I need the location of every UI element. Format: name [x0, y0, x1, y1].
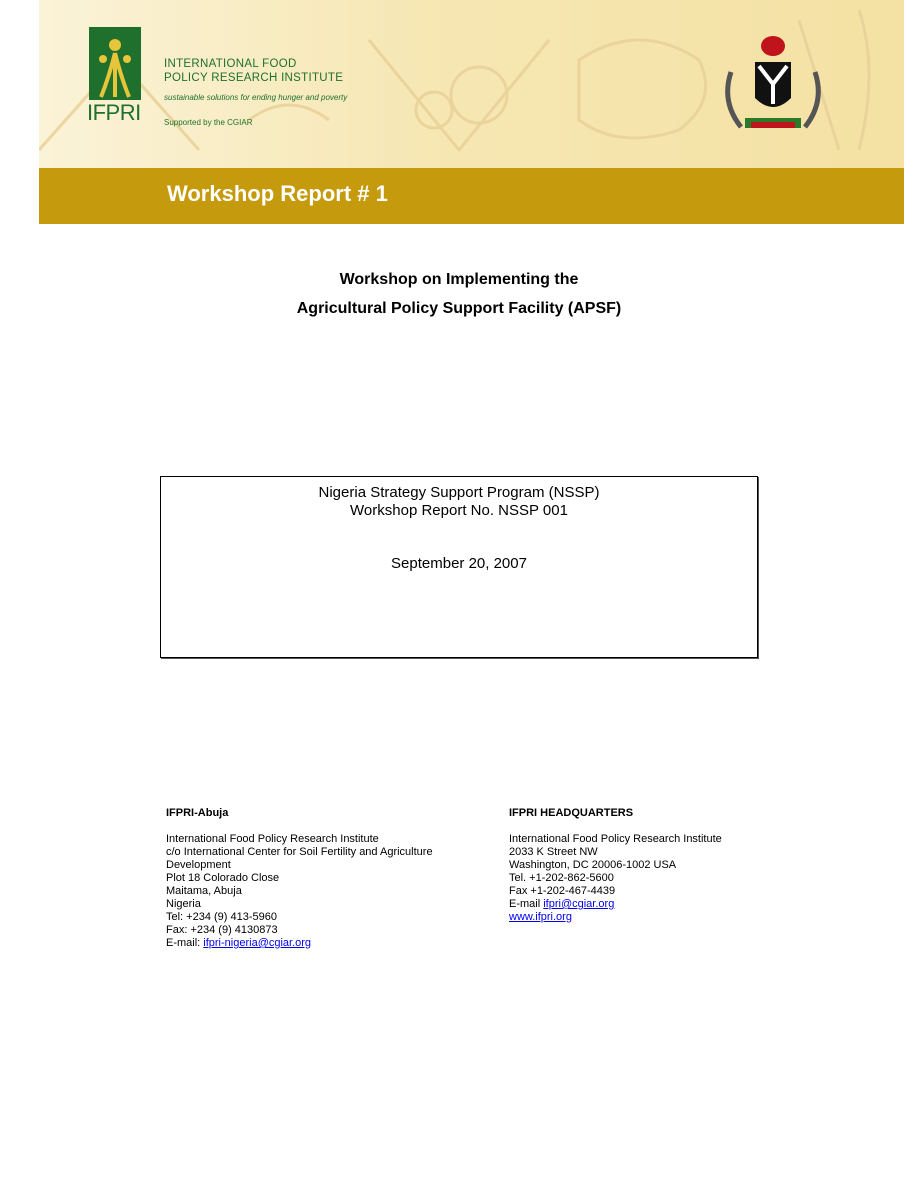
hq-line: Fax +1-202-467-4439	[509, 885, 616, 897]
abuja-line: Development	[166, 859, 231, 871]
hq-email-row: E-mail ifpri@cgiar.org	[509, 898, 615, 910]
hq-line: 2033 K Street NW	[509, 846, 598, 858]
abuja-line: Plot 18 Colorado Close	[166, 872, 280, 884]
institute-name: INTERNATIONAL FOOD POLICY RESEARCH INSTITUTE	[164, 58, 344, 84]
program-name: Nigeria Strategy Support Program (NSSP)	[318, 484, 600, 501]
document-title-line2: Agricultural Policy Support Facility (APSF)	[296, 300, 622, 317]
report-label-band	[39, 168, 904, 224]
document-title-line1: Workshop on Implementing the	[339, 271, 579, 288]
abuja-line: Maitama, Abuja	[166, 885, 242, 897]
hq-website-link[interactable]: www.ifpri.org	[509, 911, 572, 923]
hq-line: Washington, DC 20006-1002 USA	[509, 859, 677, 871]
abuja-heading: IFPRI-Abuja	[166, 807, 229, 819]
abuja-address	[166, 807, 433, 950]
supported-by: Supported by the CGIAR	[164, 118, 253, 127]
abuja-line: Tel: +234 (9) 413-5960	[166, 911, 277, 923]
abuja-line: Fax: +234 (9) 4130873	[166, 924, 278, 936]
header-banner	[39, 0, 904, 168]
ifpri-logo-icon	[89, 27, 141, 100]
abuja-email-row: E-mail: ifpri-nigeria@cgiar.org	[166, 937, 312, 949]
report-label: Workshop Report # 1	[167, 181, 388, 206]
abuja-line: International Food Policy Research Institute	[166, 833, 379, 845]
institute-tagline: sustainable solutions for ending hunger and poverty	[164, 93, 348, 102]
hq-line: International Food Policy Research Institute	[509, 833, 722, 845]
ifpri-wordmark: IFPRI	[87, 100, 141, 125]
report-info-box	[160, 476, 758, 658]
abuja-line: Nigeria	[166, 898, 201, 910]
hq-heading: IFPRI HEADQUARTERS	[509, 807, 634, 819]
abuja-line: c/o International Center for Soil Fertility and Agriculture	[166, 846, 433, 858]
report-date: September 20, 2007	[391, 555, 527, 572]
hq-line: Tel. +1-202-862-5600	[509, 872, 614, 884]
hq-email-link[interactable]: ifpri@cgiar.org	[543, 898, 615, 910]
nigeria-coat-of-arms-icon	[711, 32, 835, 138]
report-number: Workshop Report No. NSSP 001	[350, 502, 568, 519]
hq-address	[509, 807, 722, 924]
abuja-email-link[interactable]: ifpri-nigeria@cgiar.org	[203, 937, 312, 949]
